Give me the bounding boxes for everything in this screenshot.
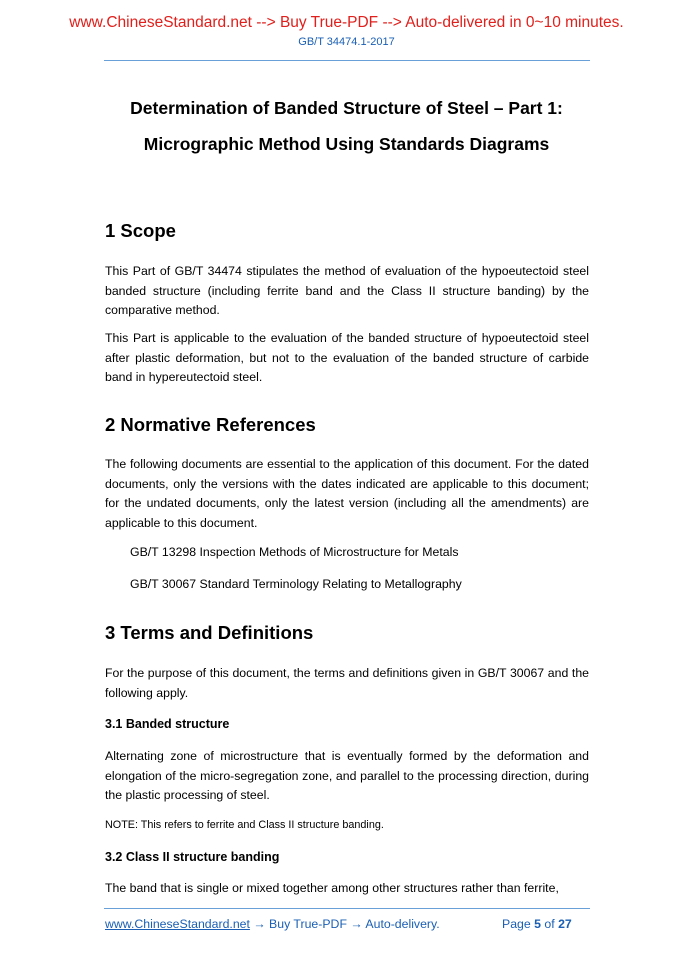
standard-code: GB/T 34474.1-2017 [298, 36, 395, 48]
term-heading-3-2: 3.2 Class II structure banding [105, 850, 280, 864]
term-note-3-1: NOTE: This refers to ferrite and Class II structure banding. [105, 819, 384, 831]
page-number: 5 [534, 917, 541, 931]
reference-item: GB/T 13298 Inspection Methods of Microstructure for Metals [130, 545, 459, 559]
term-definition-3-2: The band that is single or mixed together among other structures rather than ferrite, [105, 881, 559, 895]
terms-paragraph: For the purpose of this document, the terms and definitions given in GB/T 30067 and the following apply. [105, 666, 589, 700]
scope-paragraph-1: This Part of GB/T 34474 stipulates the method of evaluation of the hypoeutectoid steel banded structure (including ferrite band and the Class II structure banding) by the comparative method. [105, 264, 589, 317]
document-title [60, 90, 633, 162]
footer-promo [105, 917, 440, 931]
promo-banner[interactable]: www.ChineseStandard.net --> Buy True-PDF --> Auto-delivered in 0~10 minutes. [69, 14, 624, 31]
scope-paragraph-2: This Part is applicable to the evaluation of the banded structure of hypoeutectoid steel after plastic deformation, but not to the evaluation of the banded structure of carbide band in hypereutectoid steel. [105, 331, 589, 384]
total-pages: 27 [558, 917, 572, 931]
term-definition-3-1: Alternating zone of microstructure that is eventually formed by the deformation and elongation of the micro-segregation zone, and parallel to the processing direction, during the plastic processing of steel. [105, 749, 589, 802]
footer-promo-text: → Buy True-PDF → Auto-delivery. [249, 917, 440, 931]
reference-item: GB/T 30067 Standard Terminology Relating to Metallography [130, 577, 462, 591]
section-heading-scope: 1 Scope [105, 220, 176, 241]
title-line-1: Determination of Banded Structure of Steel – Part 1: [130, 98, 563, 118]
of-label: of [544, 917, 555, 931]
section-heading-normative-references: 2 Normative References [105, 414, 316, 435]
title-line-2: Micrographic Method Using Standards Diagrams [143, 134, 550, 154]
page-label: Page [502, 917, 531, 931]
page-indicator [502, 917, 572, 931]
header-divider [104, 60, 590, 61]
term-heading-3-1: 3.1 Banded structure [105, 717, 230, 731]
footer-link[interactable]: www.ChineseStandard.net [105, 917, 250, 931]
normative-paragraph: The following documents are essential to the application of this document. For the dated documents, only the versions with the dates indicated are applicable to this document; for the undated documents, only the latest version (including all the amendments) are applicable to this document. [105, 457, 589, 530]
section-heading-terms: 3 Terms and Definitions [105, 622, 314, 643]
footer-divider [104, 908, 590, 909]
